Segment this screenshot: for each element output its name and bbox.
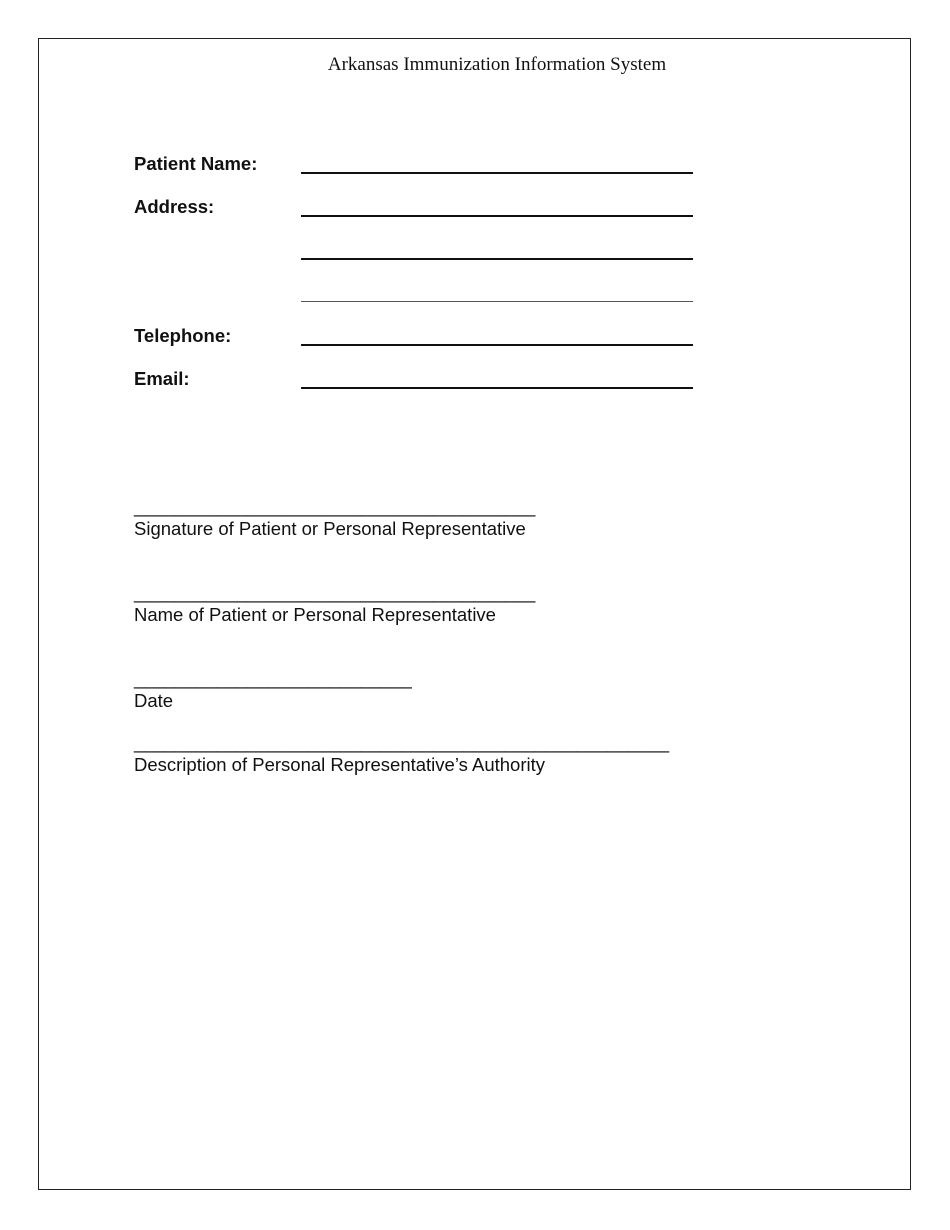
date-caption: Date bbox=[134, 690, 174, 711]
telephone-label: Telephone: bbox=[134, 325, 232, 346]
signature-line[interactable]: _______________________________________ bbox=[134, 496, 536, 517]
email-field[interactable] bbox=[301, 387, 693, 389]
address-field-line-1[interactable] bbox=[301, 215, 693, 217]
signature-caption: Signature of Patient or Personal Representative bbox=[134, 518, 526, 539]
patient-name-label: Patient Name: bbox=[134, 153, 258, 174]
name-caption: Name of Patient or Personal Representative bbox=[134, 604, 496, 625]
patient-name-field[interactable] bbox=[301, 172, 693, 174]
telephone-field[interactable] bbox=[301, 344, 693, 346]
address-field-line-2[interactable] bbox=[301, 258, 693, 260]
page-title: Arkansas Immunization Information System bbox=[327, 54, 667, 75]
date-line[interactable]: ___________________________ bbox=[134, 668, 412, 689]
address-field-line-3[interactable] bbox=[301, 301, 693, 302]
authority-caption: Description of Personal Representative’s Authority bbox=[134, 754, 545, 775]
address-label: Address: bbox=[134, 196, 215, 217]
email-label: Email: bbox=[134, 368, 190, 389]
name-line[interactable]: _______________________________________ bbox=[134, 582, 536, 603]
authority-line[interactable]: ____________________________________________________ bbox=[134, 732, 670, 753]
